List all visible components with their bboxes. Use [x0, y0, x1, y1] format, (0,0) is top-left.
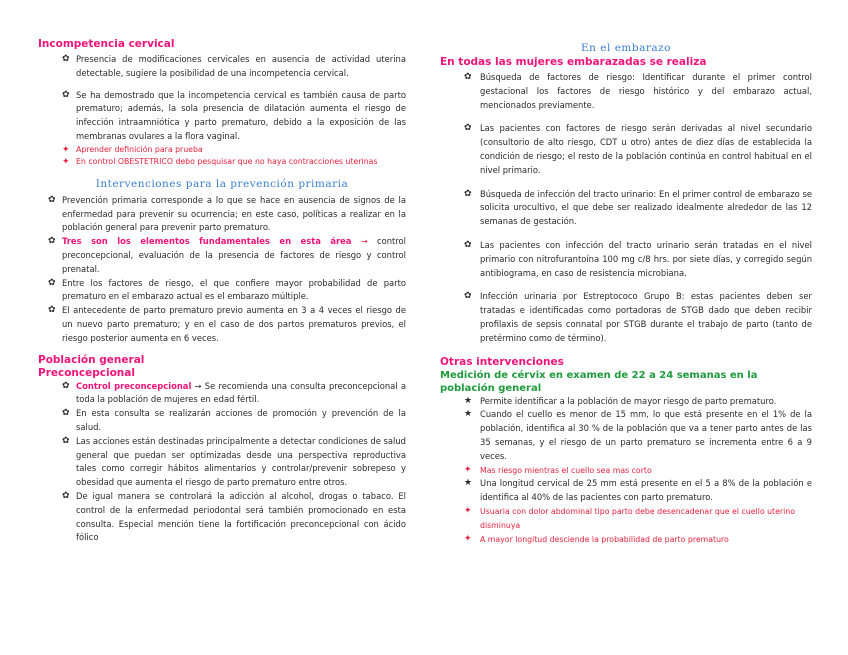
cross-bullet-icon: ✦	[464, 533, 472, 544]
note-item: ✦ Aprender definición para prueba	[62, 144, 203, 155]
list-item: ✿ Entre los factores de riesgo, el que confiere mayor probabilidad de parto prematuro en el embarazo actual es el embarazo múltiple.	[48, 277, 406, 302]
incompetencia-heading: Incompetencia cervical	[38, 38, 175, 50]
cross-bullet-icon: ✦	[464, 464, 472, 475]
list-item: ✿ El antecedente de parto prematuro previo aumenta en 3 a 4 veces el riesgo de un nuevo parto prematuro; y en el caso de dos partos prematuros previos, el riesgo posterior aumenta en 6 veces.	[48, 305, 406, 343]
flower-bullet-icon: ✿	[464, 188, 472, 199]
list-item: ✿ Se ha demostrado que la incompetencia cervical es también causa de parto prematuro; además, la sola presencia de dilatación aumenta el riesgo de infección intraamniótica y parto prematuro, debido a la exposición de las membranas ovulares a la flora vaginal.	[62, 89, 406, 141]
list-item: ✿ Las pacientes con factores de riesgo serán derivadas al nivel secundario (consultorio de alto riesgo, CDT u otro) antes de diez días de establecida la condición de riesgo; el resto de la población continúa en control habitual en el nivel primario.	[464, 123, 812, 175]
list-item: ★ Una longitud cervical de 25 mm está presente en el 5 a 8% de la población e identifica al 40% de las pacientes con parto prematuro.	[464, 478, 812, 503]
highlight-text: Tres son los elementos fundamentales en esta área	[62, 236, 352, 247]
note-item: ✦ En control OBESTETRICO debo pesquisar que no haya contracciones uterinas	[62, 156, 378, 167]
cross-bullet-icon: ✦	[62, 144, 70, 155]
flower-bullet-icon: ✿	[62, 490, 70, 501]
flower-bullet-icon: ✿	[62, 380, 70, 391]
otras-heading: Otras intervenciones	[440, 355, 564, 368]
list-item: ★ Permite identificar a la población de mayor riesgo de parto prematuro.	[440, 395, 812, 409]
note-item: ✦ Usuaria con dolor abdominal tipo parto debe desencadenar que el cuello uterino disminuya	[464, 505, 795, 530]
flower-bullet-icon: ✿	[464, 291, 472, 302]
flower-bullet-icon: ✿	[62, 89, 70, 100]
intervenciones-heading: Intervenciones para la prevención primaria	[95, 177, 349, 190]
list-item: ✿ Control preconcepcional → Se recomienda una consulta preconcepcional a toda la población de mujeres en edad fértil.	[62, 380, 406, 405]
medicion-heading: Medición de cérvix en examen de 22 a 24 semanas en la población general	[440, 369, 758, 394]
list-item: ✿ Prevención primaria corresponde a lo que se hace en ausencia de signos de la enfermedad para prevenir su ocurrencia; en este caso, políticas a realizar en la población general para prevenir parto prematuro.	[48, 194, 406, 233]
star-bullet-icon: ★	[464, 409, 473, 420]
list-item: ✿ Las acciones están destinadas principalmente a detectar condiciones de salud general que puedan ser optimizadas desde una perspectiva reproductiva tales como corregir hábitos alimentarios y controlar/prevenir sobrepeso y obesidad que aumenta el riesgo de parto prematuro entre otros.	[62, 435, 406, 488]
list-item: ✿ Búsqueda de infección del tracto urinario: En el primer control de embarazo se solicita urocultivo, el que debe ser realizado idealmente alrededor de las 12 semanas de gestación.	[464, 188, 812, 227]
list-item: ✿ Búsqueda de factores de riesgo: Identificar durante el primer control gestacional los factores de riesgo histórico y del embarazo actual, mencionados previamente.	[464, 72, 812, 110]
list-item: ✿ Infección urinaria por Estreptococo Grupo B: estas pacientes deben ser tratadas e identificadas como portadoras de STGB dado que deben recibir profilaxis de sepsis connatal por STGB durante el trabajo de parto (tanto de pretérmino como de término).	[464, 291, 812, 343]
flower-bullet-icon: ✿	[464, 239, 472, 250]
flower-bullet-icon: ✿	[48, 305, 56, 316]
cross-bullet-icon: ✦	[464, 505, 472, 516]
flower-bullet-icon: ✿	[48, 277, 56, 288]
poblacion-heading: Población general	[38, 353, 145, 366]
preconcepcional-heading: Preconcepcional	[38, 366, 135, 379]
flower-bullet-icon: ✿	[464, 72, 472, 82]
note-item: ✦ A mayor longitud desciende la probabilidad de parto prematuro	[440, 533, 812, 547]
list-item: ✿ Tres son los elementos fundamentales en esta área → control preconcepcional, evaluación de la presencia de factores de riesgo y control prenatal.	[48, 236, 406, 274]
cross-bullet-icon: ✦	[62, 156, 70, 167]
star-bullet-icon: ★	[464, 478, 473, 489]
note-item: ✦ Mas riesgo mientras el cuello sea mas corto	[440, 464, 812, 478]
list-item: ★ Cuando el cuello es menor de 15 mm, lo que está presente en el 1% de la población, identifica al 30 % de la población que va a tener parto antes de las 35 semanas, y el riesgo de un parto prematuro se incrementa entre 6 a 9 veces.	[464, 409, 812, 461]
flower-bullet-icon: ✿	[62, 435, 70, 446]
embarazo-heading: En el embarazo	[581, 42, 671, 54]
flower-bullet-icon: ✿	[62, 54, 70, 64]
list-item: ✿ En esta consulta se realizarán acciones de promoción y prevención de la salud.	[62, 408, 406, 432]
right-column	[440, 38, 812, 546]
left-column	[38, 38, 406, 545]
list-item: ✿ Presencia de modificaciones cervicales en ausencia de actividad uterina detectable, sugiere la posibilidad de una incompetencia cervical.	[62, 54, 406, 78]
flower-bullet-icon: ✿	[48, 236, 56, 247]
star-bullet-icon: ★	[464, 395, 473, 406]
flower-bullet-icon: ✿	[48, 194, 56, 205]
flower-bullet-icon: ✿	[62, 408, 70, 419]
arrow-icon: →	[360, 236, 368, 247]
list-item: ✿ De igual manera se controlará la adicción al alcohol, drogas o tabaco. El control de la enfermedad periodontal será también promocionado en esta consulta. Especial mención tiene la fortificación preconcepcional con ácido fólico	[62, 490, 406, 543]
flower-bullet-icon: ✿	[464, 123, 472, 134]
list-item: ✿ Las pacientes con infección del tracto urinario serán tratadas en el nivel primario con nitrofurantoína 100 mg c/8 hrs. por siete días, y corregido según antibiograma, en caso de resistencia microbiana.	[464, 239, 812, 278]
todas-heading: En todas las mujeres embarazadas se realiza	[440, 56, 707, 68]
highlight-text: Control preconcepcional	[76, 380, 192, 391]
